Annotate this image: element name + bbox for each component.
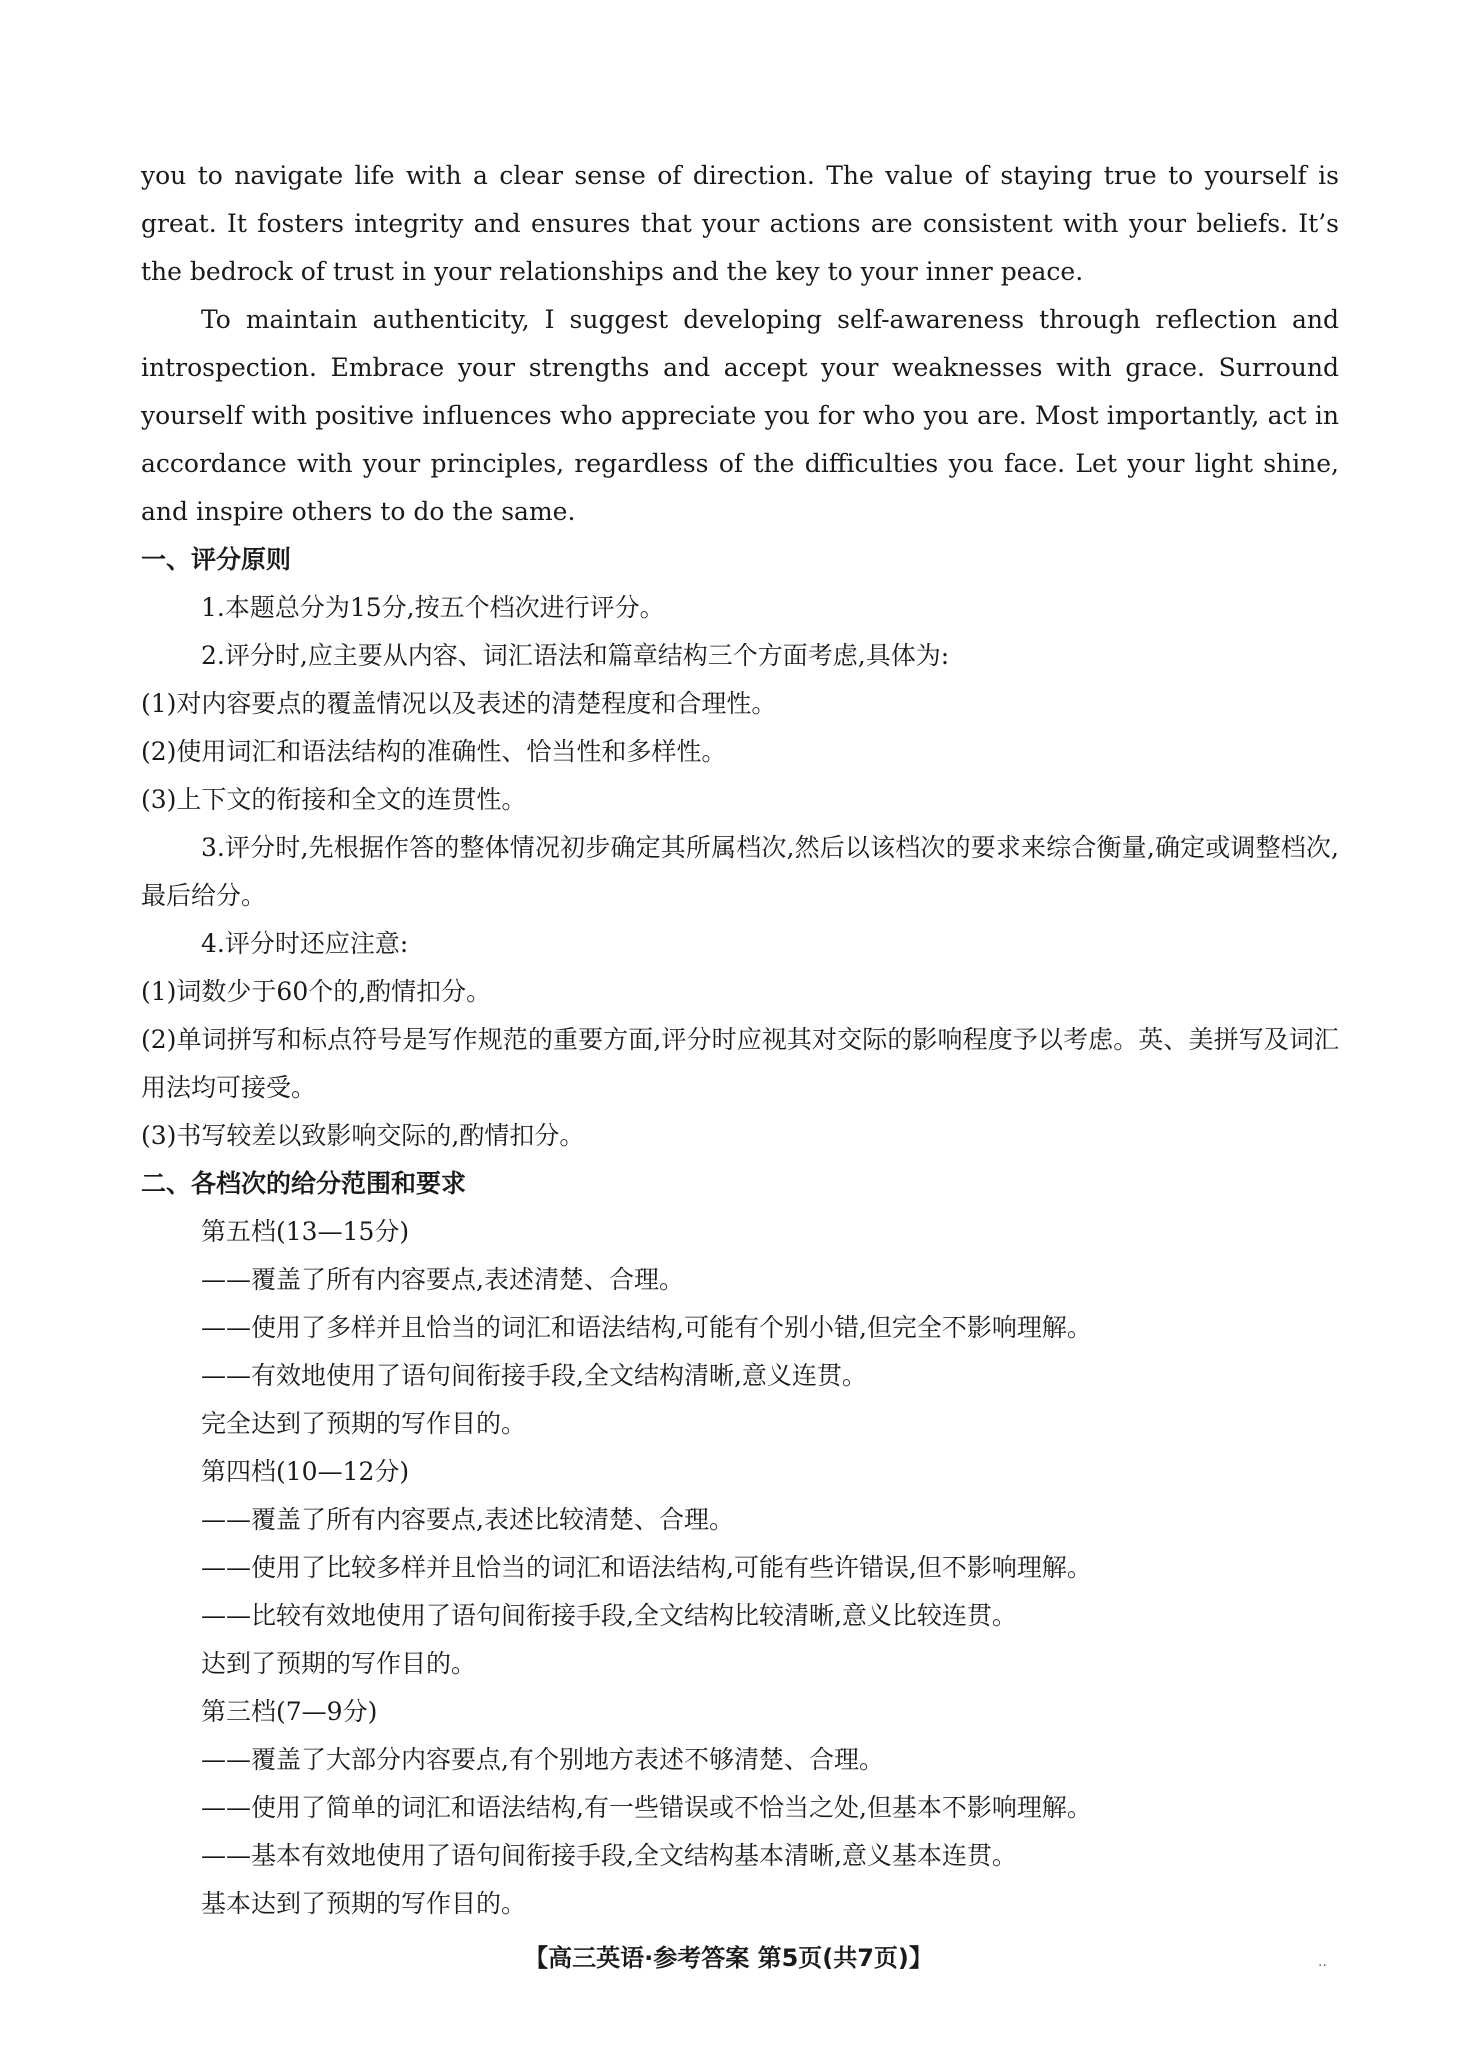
level-point: ——覆盖了所有内容要点,表述清楚、合理。: [201, 1265, 684, 1294]
corner-mark: ··: [1318, 1958, 1327, 1974]
level-title: 第五档(13—15分): [201, 1217, 410, 1246]
level-point: ——使用了比较多样并且恰当的词汇和语法结构,可能有些许错误,但不影响理解。: [201, 1553, 1092, 1582]
level-point: ——有效地使用了语句间衔接手段,全文结构清晰,意义连贯。: [201, 1361, 867, 1390]
principle-item-4-2: (2)单词拼写和标点符号是写作规范的重要方面,评分时应视其对交际的影响程度予以考虑。英、美拼写及词汇用法均可接受。: [141, 1025, 1339, 1102]
level-3: [141, 1688, 1339, 1928]
level-point: ——比较有效地使用了语句间衔接手段,全文结构比较清晰,意义比较连贯。: [201, 1601, 1017, 1630]
essay-paragraph-1: you to navigate life with a clear sense of direction. The value of staying true to yourself is great. It fosters integrity and ensures that your actions are consistent with your beliefs. It’s the bedrock of trust in your relationships and the key to your inner peace.: [141, 161, 1339, 286]
principle-item: (2)使用词汇和语法结构的准确性、恰当性和多样性。: [141, 737, 727, 766]
section-heading-score-levels: 二、各档次的给分范围和要求: [141, 1169, 467, 1198]
level-title: 第三档(7—9分): [201, 1697, 378, 1726]
principle-item: (1)对内容要点的覆盖情况以及表述的清楚程度和合理性。: [141, 689, 777, 718]
essay-paragraph-2: To maintain authenticity, I suggest developing self-awareness through reflection and introspection. Embrace your strengths and accept your weaknesses with grace. Surround yourself with positive influences who appreciate you for who you are. Most importantly, act in accordance with your principles, regardless of the difficulties you face. Let your light shine, and inspire others to do the same.: [141, 305, 1339, 526]
level-4: [141, 1448, 1339, 1688]
page-footer: 【高三英语·参考答案 第5页(共7页)】: [524, 1944, 933, 1972]
level-point: ——使用了多样并且恰当的词汇和语法结构,可能有个别小错,但完全不影响理解。: [201, 1313, 1092, 1342]
principle-item: 1.本题总分为15分,按五个档次进行评分。: [201, 593, 665, 622]
level-point: ——基本有效地使用了语句间衔接手段,全文结构基本清晰,意义基本连贯。: [201, 1841, 1017, 1870]
principle-item: (3)上下文的衔接和全文的连贯性。: [141, 785, 527, 814]
level-point: ——覆盖了所有内容要点,表述比较清楚、合理。: [201, 1505, 734, 1534]
level-point: ——使用了简单的词汇和语法结构,有一些错误或不恰当之处,但基本不影响理解。: [201, 1793, 1092, 1822]
level-point: ——覆盖了大部分内容要点,有个别地方表述不够清楚、合理。: [201, 1745, 884, 1774]
section-heading-scoring-principles: 一、评分原则: [141, 545, 292, 574]
level-summary: 达到了预期的写作目的。: [201, 1649, 477, 1678]
level-5: [141, 1208, 1339, 1448]
principle-item-3: 3.评分时,先根据作答的整体情况初步确定其所属档次,然后以该档次的要求来综合衡量,确定或调整档次,最后给分。: [141, 833, 1339, 910]
principle-item-4: 4.评分时还应注意:: [201, 929, 409, 958]
level-summary: 基本达到了预期的写作目的。: [201, 1889, 527, 1918]
level-summary: 完全达到了预期的写作目的。: [201, 1409, 527, 1438]
principle-item: 2.评分时,应主要从内容、词汇语法和篇章结构三个方面考虑,具体为:: [201, 641, 950, 670]
level-title: 第四档(10—12分): [201, 1457, 410, 1486]
principle-item-4-3: (3)书写较差以致影响交际的,酌情扣分。: [141, 1121, 585, 1150]
principle-item-4-1: (1)词数少于60个的,酌情扣分。: [141, 977, 492, 1006]
answer-key-page: [141, 152, 1339, 1928]
